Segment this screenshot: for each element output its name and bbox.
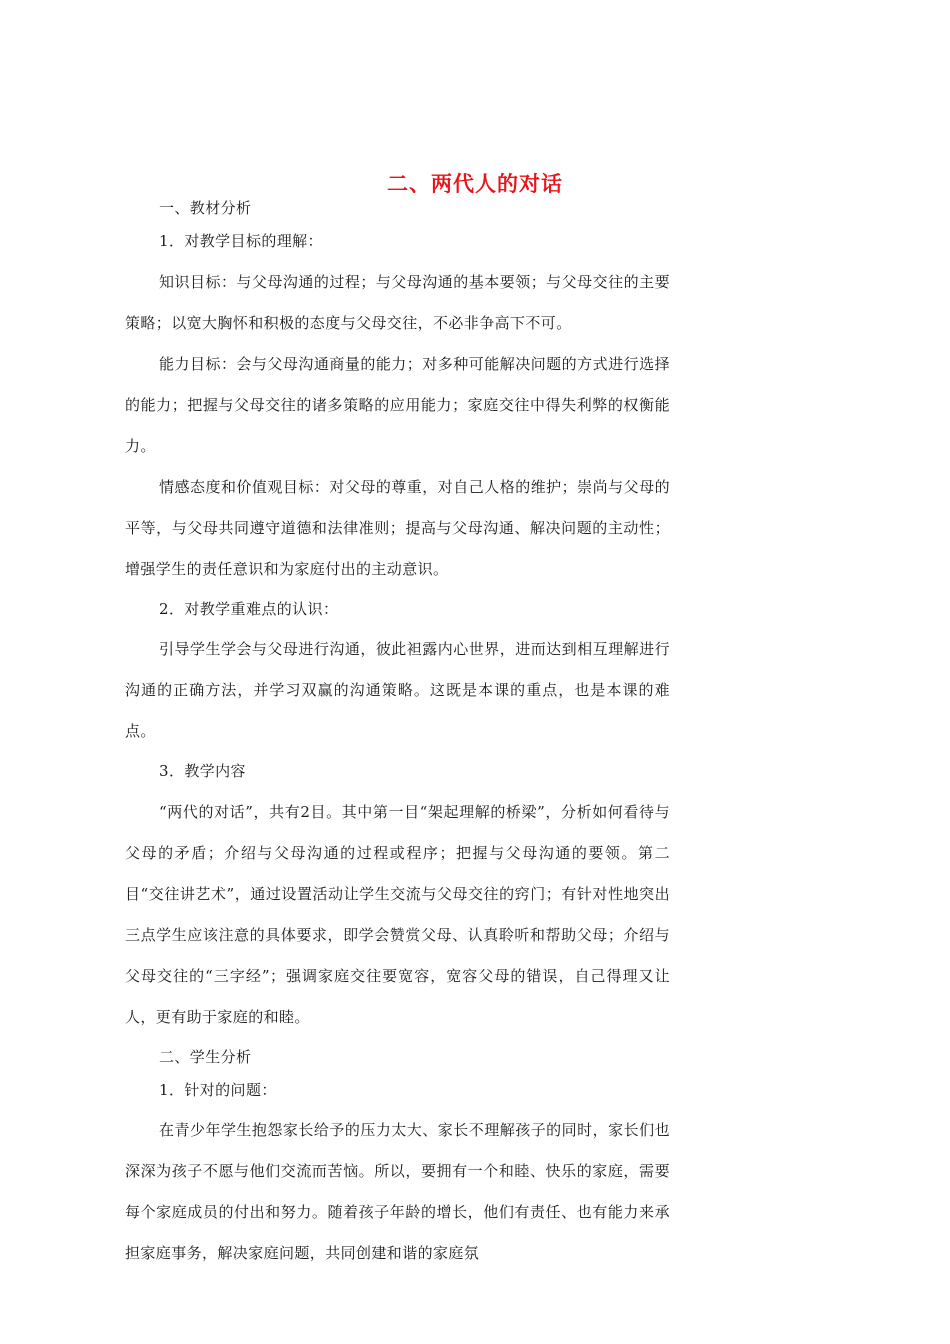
section-heading-textbook-analysis: 一、教材分析 [159,199,252,217]
paragraph-key-points: 引导学生学会与父母进行沟通，彼此袒露内心世界，进而达到相互理解进行沟通的正确方法，并学习双赢的沟通策略。这既是本课的重点，也是本课的难点。 [125,640,670,741]
paragraph-emotion-goal: 情感态度和价值观目标：对父母的尊重，对自己人格的维护；崇尚与父母的平等，与父母共同遵守道德和法律准则；提高与父母沟通、解决问题的主动性；增强学生的责任意识和为家庭付出的主动意识。 [125,477,670,578]
subheading-teaching-goals: 1．对教学目标的理解： [159,232,323,251]
paragraph-knowledge-goal: 知识目标：与父母沟通的过程；与父母沟通的基本要领；与父母交往的主要策略；以宽大胸怀和积极的态度与父母交往，不必非争高下不可。 [125,272,670,332]
paragraph-target-problem: 在青少年学生抱怨家长给予的压力太大、家长不理解孩子的同时，家长们也深深为孩子不愿与他们交流而苦恼。所以，要拥有一个和睦、快乐的家庭，需要每个家庭成员的付出和努力。随着孩子年龄的增长，他们有责任、也有能力来承担家庭事务，解决家庭问题，共同创建和谐的家庭氛 [125,1121,670,1263]
paragraph-ability-goal: 能力目标：会与父母沟通商量的能力；对多种可能解决问题的方式进行选择的能力；把握与父母交往的诸多策略的应用能力；家庭交往中得失利弊的权衡能力。 [125,354,670,455]
paragraph-teaching-content: “两代的对话”，共有2目。其中第一目“架起理解的桥梁”，分析如何看待与父母的矛盾；介绍与父母沟通的过程或程序；把握与父母沟通的要领。第二目“交往讲艺术”，通过设置活动让学生交流与父母交往的窍门；有针对性地突出三点学生应该注意的具体要求，即学会赞赏父母、认真聆听和帮助父母；介绍与父母交往的“三字经”；强调家庭交往要宽容，宽容父母的错误，自己得理又让人，更有助于家庭的和睦。 [125,802,670,1026]
document-title: 二、两代人的对话 [387,171,563,196]
subheading-key-points: 2．对教学重难点的认识： [159,599,339,618]
document-body [125,195,670,1274]
section-heading-student-analysis: 二、学生分析 [159,1047,252,1066]
subheading-teaching-content: 3．教学内容 [159,762,246,781]
subheading-target-problem: 1．针对的问题： [159,1081,277,1100]
